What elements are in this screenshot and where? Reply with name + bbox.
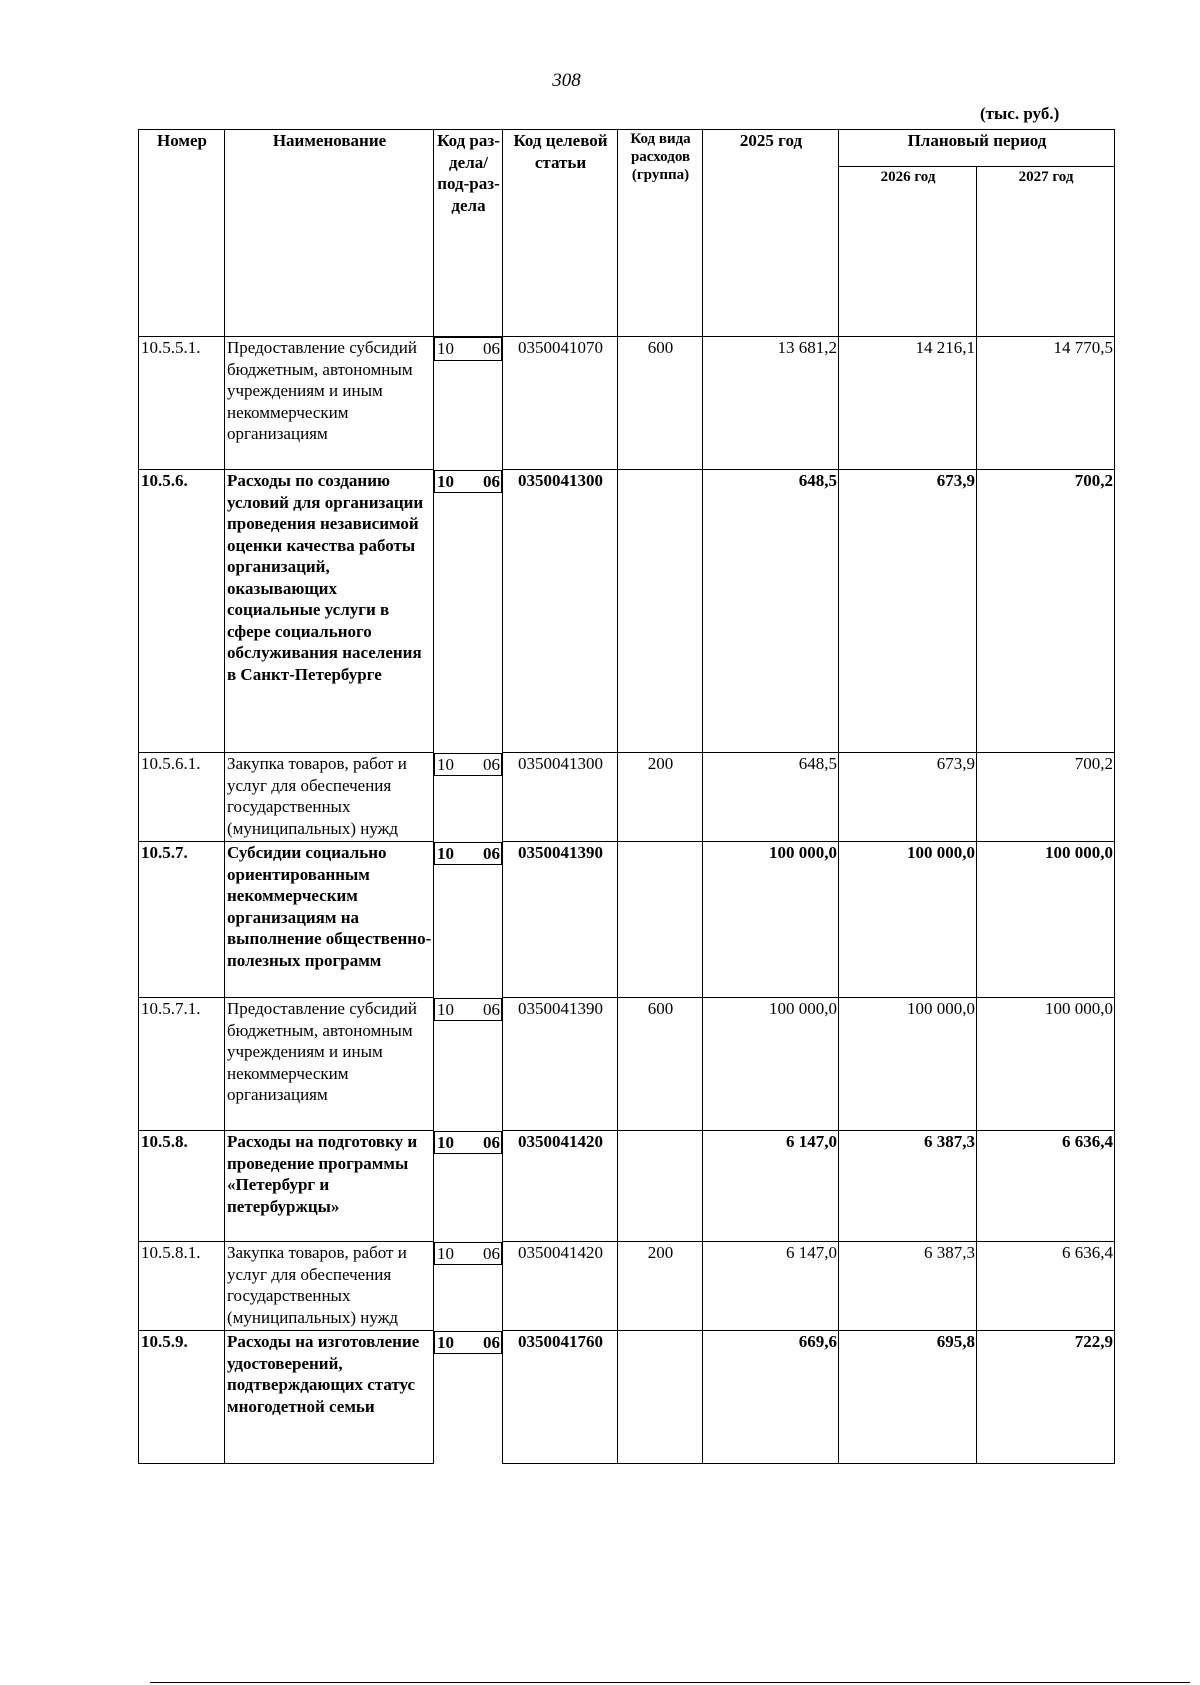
row-2026: 100 000,0 [839,998,977,1131]
table-row [139,470,1115,753]
row-2025: 6 147,0 [703,1242,839,1331]
row-number: 10.5.8. [139,1131,225,1242]
row-2027: 100 000,0 [977,998,1115,1131]
row-number: 10.5.9. [139,1331,225,1464]
footer-divider [150,1682,1190,1683]
row-number: 10.5.5.1. [139,337,225,470]
row-number: 10.5.8.1. [139,1242,225,1331]
row-name: Субсидии социально ориентированным некоммерческим организациям на выполнение общественно-полезных программ [225,842,434,998]
row-2027: 722,9 [977,1331,1115,1464]
row-name: Предоставление субсидий бюджетным, автономным учреждениям и иным некоммерческим организациям [225,998,434,1131]
row-section [434,470,502,494]
row-expense-type [618,470,703,753]
row-2026: 14 216,1 [839,337,977,470]
row-2027: 700,2 [977,470,1115,753]
row-podrazdel: 06 [483,471,500,491]
row-podrazdel: 06 [483,1332,500,1352]
units-label: (тыс. руб.) [980,104,1060,123]
header-2027: 2027 год [977,167,1115,337]
row-target: 0350041760 [503,1331,618,1464]
row-podrazdel: 06 [483,754,500,774]
row-section [434,842,502,866]
row-expense-type: 200 [618,1242,703,1331]
row-2025: 648,5 [703,753,839,842]
header-expense-type: Код вида расходов (группа) [618,130,703,337]
row-2027: 14 770,5 [977,337,1115,470]
row-number: 10.5.7.1. [139,998,225,1131]
row-razdel: 10 [437,754,454,774]
row-razdel: 10 [437,339,454,358]
row-section [434,1331,502,1355]
row-target: 0350041070 [503,337,618,470]
row-2026: 6 387,3 [839,1131,977,1242]
row-2027: 100 000,0 [977,842,1115,998]
row-2026: 100 000,0 [839,842,977,998]
row-section [434,998,502,1022]
row-expense-type [618,1331,703,1464]
row-name: Расходы на подготовку и проведение программы «Петербург и петербуржцы» [225,1131,434,1242]
row-number: 10.5.7. [139,842,225,998]
table-row [139,998,1115,1131]
row-podrazdel: 06 [483,843,500,863]
row-section [434,1242,502,1266]
header-section: Код раз-дела/ под-раз-дела [434,130,503,337]
row-number: 10.5.6. [139,470,225,753]
table-row [139,842,1115,998]
row-2026: 695,8 [839,1331,977,1464]
row-name: Расходы на изготовление удостоверений, подтверждающих статус многодетной семьи [225,1331,434,1464]
table-row [139,1131,1115,1242]
row-number: 10.5.6.1. [139,753,225,842]
row-razdel: 10 [437,843,454,863]
row-2026: 6 387,3 [839,1242,977,1331]
row-2025: 669,6 [703,1331,839,1464]
row-podrazdel: 06 [483,1243,500,1263]
row-expense-type: 600 [618,337,703,470]
row-name: Закупка товаров, работ и услуг для обеспечения государственных (муниципальных) нужд [225,753,434,842]
row-2027: 700,2 [977,753,1115,842]
row-name: Закупка товаров, работ и услуг для обеспечения государственных (муниципальных) нужд [225,1242,434,1331]
row-razdel: 10 [437,1132,454,1152]
row-2026: 673,9 [839,753,977,842]
row-razdel: 10 [437,1332,454,1352]
table-body [139,337,1115,1464]
row-target: 0350041390 [503,998,618,1131]
row-razdel: 10 [437,471,454,491]
table-row [139,1242,1115,1331]
header-name: Наименование [225,130,434,337]
row-2025: 648,5 [703,470,839,753]
row-2027: 6 636,4 [977,1131,1115,1242]
row-name: Расходы по созданию условий для организации проведения независимой оценки качества работы организаций, оказывающих социальные услуги в сфере социального обслуживания населения в Санкт-Петербурге [225,470,434,753]
row-2027: 6 636,4 [977,1242,1115,1331]
row-target: 0350041420 [503,1131,618,1242]
row-podrazdel: 06 [483,339,500,358]
table-row [139,337,1115,470]
header-2026: 2026 год [839,167,977,337]
row-podrazdel: 06 [483,999,500,1019]
row-expense-type [618,842,703,998]
row-razdel: 10 [437,1243,454,1263]
row-2025: 13 681,2 [703,337,839,470]
page-number: 308 [552,70,581,91]
row-expense-type: 600 [618,998,703,1131]
row-name: Предоставление субсидий бюджетным, автономным учреждениям и иным некоммерческим организациям [225,337,434,470]
row-razdel: 10 [437,999,454,1019]
row-target: 0350041420 [503,1242,618,1331]
budget-table [138,129,1115,1464]
row-expense-type: 200 [618,753,703,842]
header-2025: 2025 год [703,130,839,337]
table-row [139,753,1115,842]
row-target: 0350041300 [503,470,618,753]
row-target: 0350041300 [503,753,618,842]
row-2025: 100 000,0 [703,842,839,998]
row-2026: 673,9 [839,470,977,753]
header-target: Код целевой статьи [503,130,618,337]
header-plan-period: Плановый период [839,130,1115,167]
row-2025: 100 000,0 [703,998,839,1131]
header-number: Номер [139,130,225,337]
row-2025: 6 147,0 [703,1131,839,1242]
table-row [139,1331,1115,1464]
row-expense-type [618,1131,703,1242]
row-section [434,1131,502,1155]
row-section [434,753,502,777]
row-target: 0350041390 [503,842,618,998]
row-podrazdel: 06 [483,1132,500,1152]
row-section [434,337,502,361]
